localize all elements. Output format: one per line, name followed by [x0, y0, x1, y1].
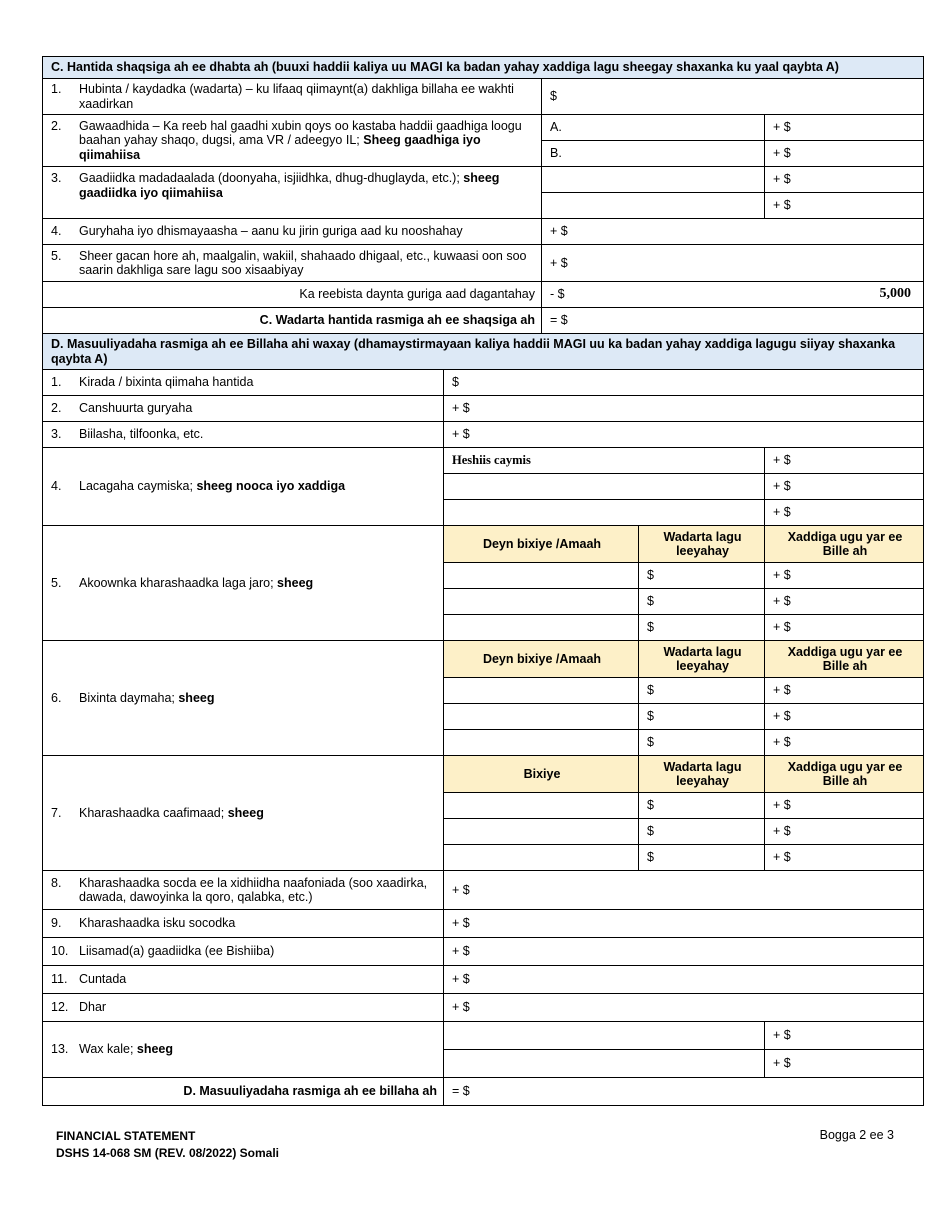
d-row5-minimum-3[interactable]: + $	[765, 615, 924, 641]
d-row6-minimum-3[interactable]: + $	[765, 730, 924, 756]
d-row4-entry-3[interactable]	[444, 500, 765, 526]
d-row1-input[interactable]: $	[444, 370, 924, 396]
row-label: Gawaadhida – Ka reeb hal gaadhi xubin qoys oo kastaba haddii gaadhiga loogu baahan yahay shaqo, dugsi, ama VR / adeegyo IL;	[79, 118, 522, 148]
c-row2-value-a[interactable]: + $	[765, 115, 924, 141]
row-label: Lacagaha caymiska;	[79, 479, 197, 494]
row-number: 12.	[51, 1000, 69, 1015]
d-row6-total-3[interactable]: $	[639, 730, 765, 756]
d-row6-creditor-1[interactable]	[444, 678, 639, 704]
row-number: 5.	[51, 575, 62, 590]
row-number: 4.	[51, 224, 62, 239]
row-label: Kirada / bixinta qiimaha hantida	[79, 375, 254, 390]
c-row3-desc-2[interactable]	[542, 193, 765, 219]
c-row2-value-b[interactable]: + $	[765, 141, 924, 167]
d-row7-col-total: Wadarta lagu leeyahay	[639, 756, 765, 793]
row-label: Hubinta / kaydadka (wadarta) – ku lifaaq qiimaynt(a) dakhliga billaha ee wakhti xaadirkan	[79, 82, 514, 111]
c-row2-vehicle-a[interactable]: A.	[542, 115, 765, 141]
d-row5-creditor-2[interactable]	[444, 589, 639, 615]
c-row3-label	[43, 167, 542, 219]
row-label-bold: sheeg	[136, 1042, 174, 1057]
d-row2-label	[43, 396, 444, 422]
d-row5-total-1[interactable]: $	[639, 563, 765, 589]
row-label: Bixinta daymaha;	[79, 690, 179, 705]
d-row6-col-minimum: Xaddiga ugu yar ee Bille ah	[765, 641, 924, 678]
d-row7-col-provider: Bixiye	[444, 756, 639, 793]
d-row3-input[interactable]: + $	[444, 422, 924, 448]
row-number: 6.	[51, 690, 62, 705]
c-row1-label	[43, 79, 542, 115]
row-number: 9.	[51, 916, 62, 931]
d-row4-value-1[interactable]: + $	[765, 448, 924, 474]
d-row6-creditor-3[interactable]	[444, 730, 639, 756]
c-row2-label	[43, 115, 542, 167]
row-number: 11.	[51, 972, 68, 987]
d-row4-value-3[interactable]: + $	[765, 500, 924, 526]
d-row6-minimum-1[interactable]: + $	[765, 678, 924, 704]
d-row10-input[interactable]: + $	[444, 938, 924, 966]
row-label: Sheer gacan hore ah, maalgalin, wakiil, shahaado dhigaal, etc., kuwaasi oon soo saarin dakhliga sare lagu soo xisaabiyay	[79, 248, 527, 277]
row-label: Akoownka kharashaadka laga jaro;	[79, 575, 278, 590]
c-deduction-field	[542, 282, 924, 308]
footer	[56, 1128, 279, 1162]
row-label: Wax kale;	[79, 1042, 137, 1057]
c-row5-label	[43, 245, 542, 282]
d-row12-label	[43, 994, 444, 1022]
d-row6-col-creditor: Deyn bixiye /Amaah	[444, 641, 639, 678]
d-row6-creditor-2[interactable]	[444, 704, 639, 730]
deduction-prefix: - $	[550, 287, 565, 302]
row-number: 2.	[51, 118, 62, 133]
row-label-bold: Sheeg gaadhiga iyo qiimahiisa	[79, 133, 481, 162]
d-row5-label	[43, 526, 444, 641]
d-row8-input[interactable]: + $	[444, 871, 924, 910]
deduction-amount: 5,000	[879, 286, 912, 302]
c-total-label: C. Wadarta hantida rasmiga ah ee shaqsiga ah	[43, 308, 542, 334]
row-number: 4.	[51, 479, 62, 494]
d-row5-total-2[interactable]: $	[639, 589, 765, 615]
d-row5-creditor-3[interactable]	[444, 615, 639, 641]
c-row3-value-2[interactable]: + $	[765, 193, 924, 219]
row-label: Biilasha, tilfoonka, etc.	[79, 427, 204, 442]
d-row7-total-1[interactable]: $	[639, 793, 765, 819]
d-row5-col-creditor: Deyn bixiye /Amaah	[444, 526, 639, 563]
d-row6-total-1[interactable]: $	[639, 678, 765, 704]
section-c-header: C. Hantida shaqsiga ah ee dhabta ah (buuxi haddii kaliya uu MAGI ka badan yahay xaddiga lagu sheegay shaxanka ku yaal qaybta A)	[43, 57, 924, 79]
row-number: 1.	[51, 82, 62, 96]
row-label: Guryhaha iyo dhismayaasha – aanu ku jirin guriga aad ku nooshahay	[79, 224, 463, 239]
d-row7-provider-3[interactable]	[444, 845, 639, 871]
d-row7-minimum-3[interactable]: + $	[765, 845, 924, 871]
c-row4-input[interactable]: + $	[542, 219, 924, 245]
row-label: Kharashaadka caafimaad;	[79, 805, 228, 820]
row-label: Kharashaadka socda ee la xidhiidha naafoniada (soo xaadirka, dawada, dawoyinka la qoro, qalabka, etc.)	[79, 875, 428, 904]
c-row1-input[interactable]: $	[542, 79, 924, 115]
d-row6-label	[43, 641, 444, 756]
c-row3-value-1[interactable]: + $	[765, 167, 924, 193]
d-row7-provider-2[interactable]	[444, 819, 639, 845]
row-label-bold: sheeg	[277, 575, 314, 590]
form-page	[42, 56, 923, 1106]
d-row13-value-2[interactable]: + $	[765, 1050, 924, 1078]
row-label: Canshuurta guryaha	[79, 401, 193, 416]
d-row13-desc-2[interactable]	[444, 1050, 765, 1078]
c-row5-input[interactable]: + $	[542, 245, 924, 282]
d-row6-col-total: Wadarta lagu leeyahay	[639, 641, 765, 678]
page-number: Bogga 2 ee 3	[819, 1128, 894, 1142]
row-label-bold: sheeg nooca iyo xaddiga	[196, 479, 346, 494]
d-row1-label	[43, 370, 444, 396]
d-row6-minimum-2[interactable]: + $	[765, 704, 924, 730]
c-row3-desc-1[interactable]	[542, 167, 765, 193]
d-row11-label	[43, 966, 444, 994]
d-row7-minimum-2[interactable]: + $	[765, 819, 924, 845]
section-d-table	[42, 333, 924, 1106]
d-row13-label	[43, 1022, 444, 1078]
d-row6-total-2[interactable]: $	[639, 704, 765, 730]
row-number: 2.	[51, 401, 62, 416]
d-total-label: D. Masuuliyadaha rasmiga ah ee billaha ah	[43, 1078, 444, 1106]
d-row7-label	[43, 756, 444, 871]
d-row4-entry-1[interactable]: Heshiis caymis	[444, 448, 765, 474]
d-row7-provider-1[interactable]	[444, 793, 639, 819]
c-row4-label	[43, 219, 542, 245]
row-label: Kharashaadka isku socodka	[79, 916, 236, 931]
c-deduction-label: Ka reebista daynta guriga aad dagantahay	[43, 282, 542, 308]
row-number: 10.	[51, 944, 69, 959]
row-label: Cuntada	[79, 972, 127, 987]
d-row5-creditor-1[interactable]	[444, 563, 639, 589]
footer-form-title: FINANCIAL STATEMENT	[56, 1129, 196, 1143]
c-row2-vehicle-b[interactable]: B.	[542, 141, 765, 167]
row-number: 3.	[51, 171, 62, 185]
row-label-bold: sheeg	[227, 805, 264, 820]
row-label: Liisamad(a) gaadiidka (ee Bishiiba)	[79, 944, 275, 959]
d-row5-col-total: Wadarta lagu leeyahay	[639, 526, 765, 563]
footer-form-number: DSHS 14-068 SM (REV. 08/2022) Somali	[56, 1146, 279, 1160]
d-row5-minimum-1[interactable]: + $	[765, 563, 924, 589]
d-row8-label	[43, 871, 444, 910]
row-label: Dhar	[79, 1000, 107, 1015]
d-row4-value-2[interactable]: + $	[765, 474, 924, 500]
d-row7-col-minimum: Xaddiga ugu yar ee Bille ah	[765, 756, 924, 793]
row-label: Gaadiidka madadaalada (doonyaha, isjiidhka, dhug-dhuglayda, etc.);	[79, 171, 464, 185]
d-row13-desc-1[interactable]	[444, 1022, 765, 1050]
d-row4-entry-2[interactable]	[444, 474, 765, 500]
section-c-table	[42, 56, 924, 334]
d-row5-minimum-2[interactable]: + $	[765, 589, 924, 615]
row-number: 7.	[51, 805, 62, 820]
d-row9-input[interactable]: + $	[444, 910, 924, 938]
row-number: 13.	[51, 1042, 69, 1057]
d-row12-input[interactable]: + $	[444, 994, 924, 1022]
d-row7-minimum-1[interactable]: + $	[765, 793, 924, 819]
row-number: 3.	[51, 427, 62, 442]
d-row5-col-minimum: Xaddiga ugu yar ee Bille ah	[765, 526, 924, 563]
d-total-input[interactable]: = $	[444, 1078, 924, 1106]
d-row11-input[interactable]: + $	[444, 966, 924, 994]
row-label-bold: sheeg gaadiidka iyo qiimahiisa	[79, 171, 500, 200]
d-row3-label	[43, 422, 444, 448]
d-row7-total-2[interactable]: $	[639, 819, 765, 845]
section-d-header: D. Masuuliyadaha rasmiga ah ee Billaha ahi waxay (dhamaystirmayaan kaliya haddii MAGI uu ka badan yahay xaddiga lagugu siiyay shaxanka qaybta A)	[43, 334, 924, 370]
row-number: 1.	[51, 375, 62, 390]
row-number: 5.	[51, 248, 62, 263]
d-row5-total-3[interactable]: $	[639, 615, 765, 641]
d-row7-total-3[interactable]: $	[639, 845, 765, 871]
d-row13-value-1[interactable]: + $	[765, 1022, 924, 1050]
row-number: 8.	[51, 875, 62, 890]
d-row10-label	[43, 938, 444, 966]
row-label-bold: sheeg	[178, 690, 215, 705]
d-row9-label	[43, 910, 444, 938]
d-row4-label	[43, 448, 444, 526]
c-total-input[interactable]: = $	[542, 308, 924, 334]
d-row2-input[interactable]: + $	[444, 396, 924, 422]
